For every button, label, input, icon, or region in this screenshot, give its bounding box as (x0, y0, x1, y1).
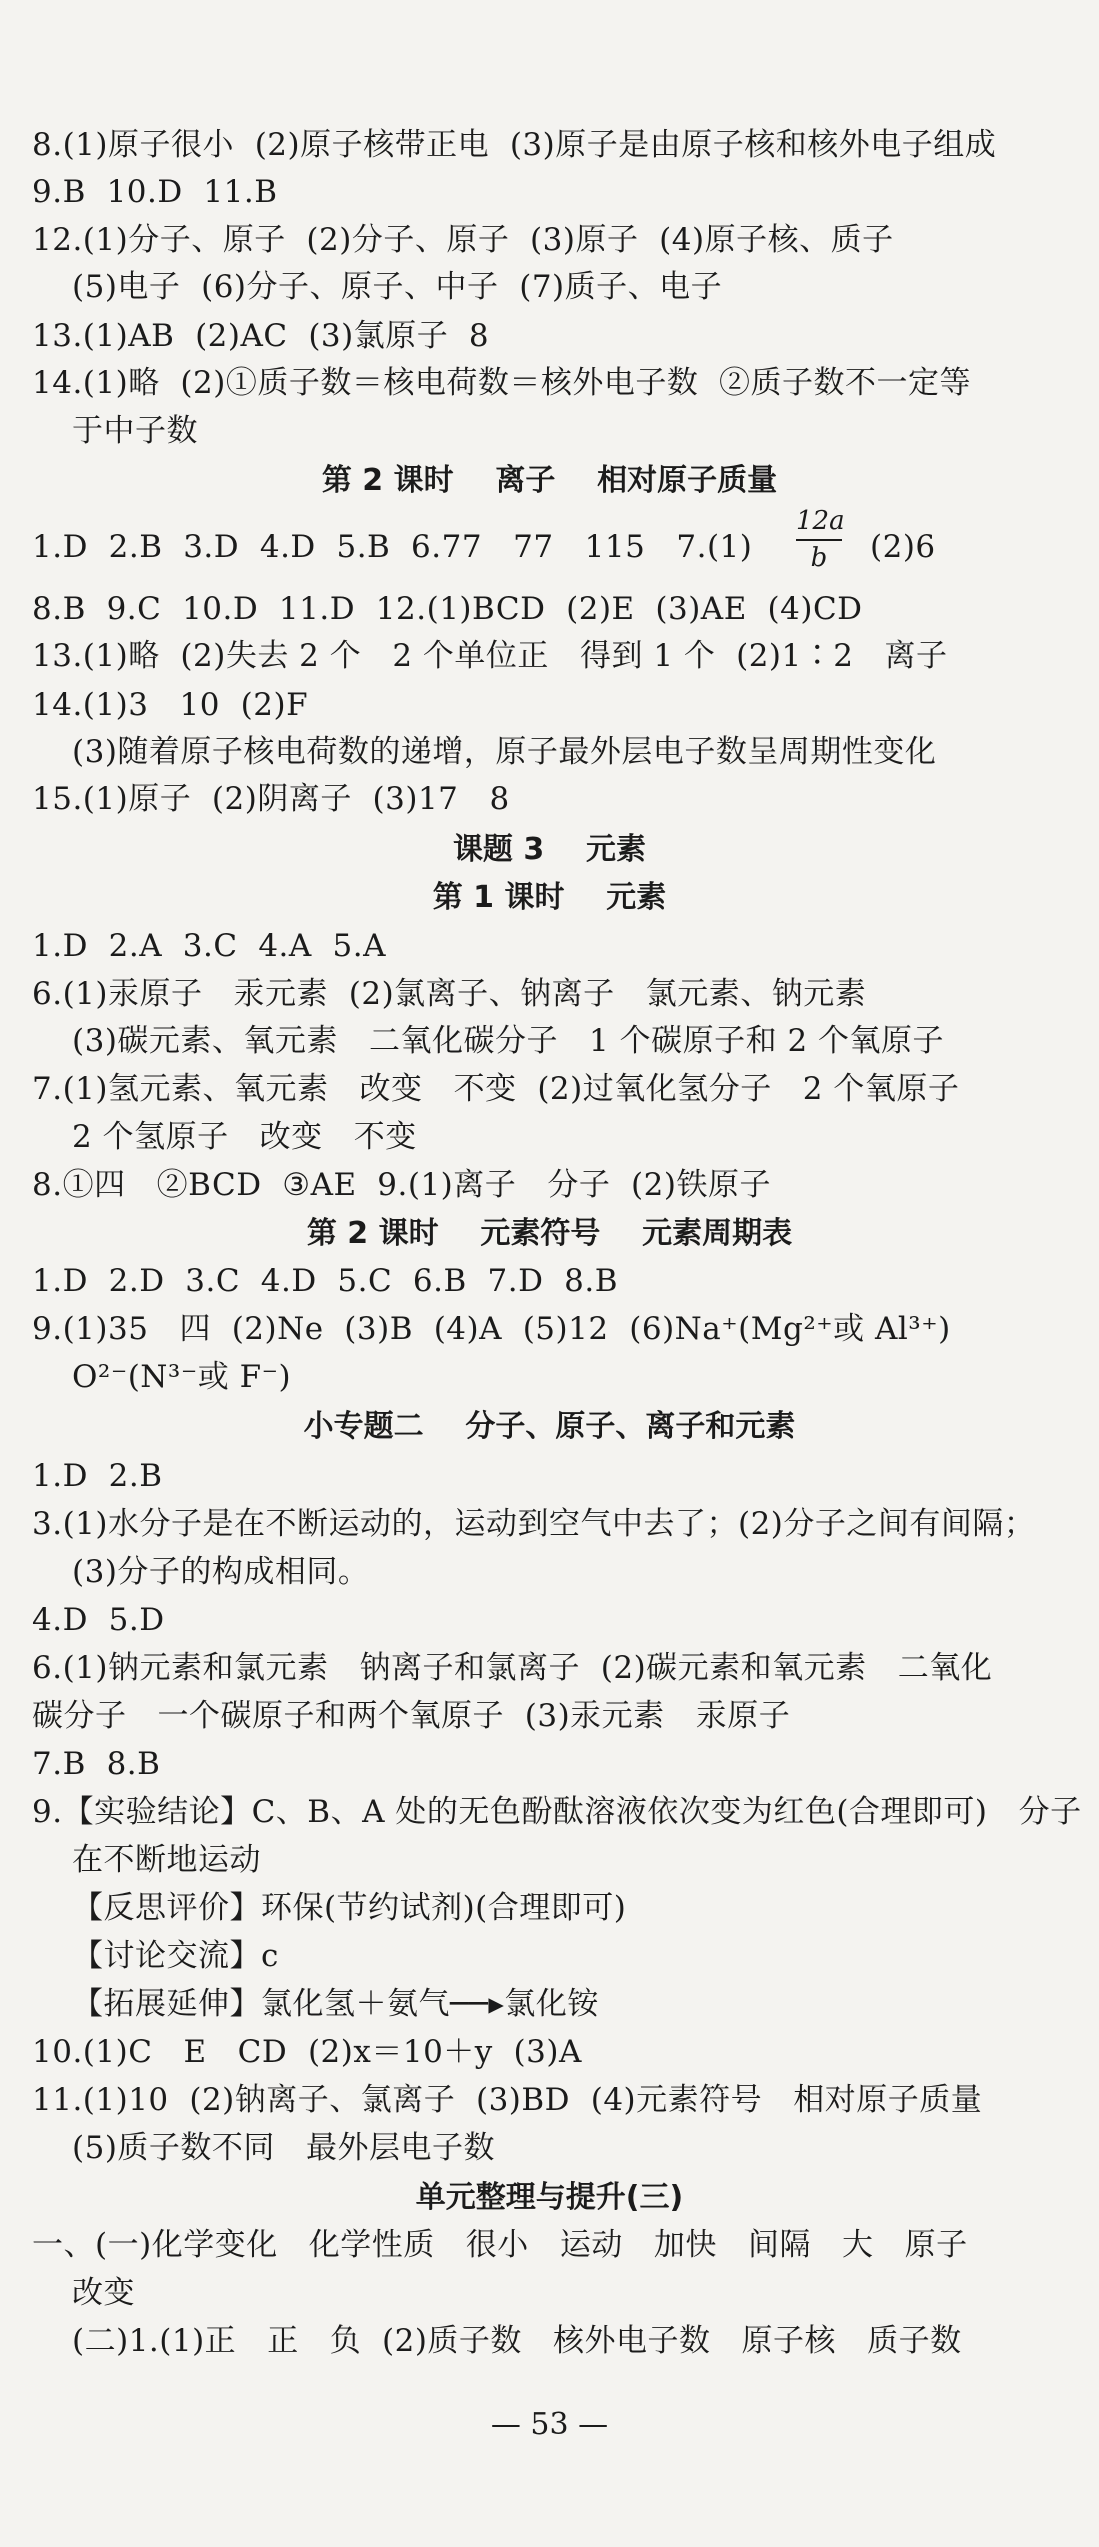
answer-line: (3)碳元素、氧元素 二氧化碳分子 1 个碳原子和 2 个氧原子 (72, 1023, 945, 1059)
answer-line: 6.(1)汞原子 汞元素 (2)氯离子、钠离子 氯元素、钠元素 (32, 976, 867, 1012)
answer-line: 14.(1)略 (2)①质子数＝核电荷数＝核外电子数 ②质子数不一定等 (32, 365, 972, 401)
answer-line: 12.(1)分子、原子 (2)分子、原子 (3)原子 (4)原子核、质子 (32, 222, 894, 258)
answer-line: 【反思评价】环保(节约试剂)(合理即可) (72, 1890, 627, 1926)
answer-line: 改变 (72, 2275, 135, 2311)
answer-line: 1.D 2.A 3.C 4.A 5.A (32, 928, 386, 964)
answer-line: 10.(1)C E CD (2)x＝10＋y (3)A (32, 2034, 582, 2070)
section-heading: 课题 3 元素 (452, 832, 647, 867)
section-heading: 第 1 课时 元素 (432, 880, 667, 915)
answer-line: 3.(1)水分子是在不断运动的，运动到空气中去了；(2)分子之间有间隔； (32, 1506, 1036, 1542)
answer-line: 【讨论交流】c (72, 1938, 279, 1974)
answer-line: 于中子数 (72, 413, 198, 449)
fraction-denominator: b (810, 543, 828, 573)
section-heading: 第 2 课时 元素符号 元素周期表 (306, 1216, 793, 1251)
answer-line: (5)电子 (6)分子、原子、中子 (7)质子、电子 (72, 269, 723, 305)
answer-line: 8.B 9.C 10.D 11.D 12.(1)BCD (2)E (3)AE (4)CD (32, 591, 863, 627)
answer-line: (2)6 (870, 529, 936, 565)
answer-line: 11.(1)10 (2)钠离子、氯离子 (3)BD (4)元素符号 相对原子质量 (32, 2082, 983, 2118)
answer-line: 1.D 2.B 3.D 4.D 5.B 6.77 77 115 7.(1) (32, 529, 753, 565)
answer-line: 9.【实验结论】C、B、A 处的无色酚酞溶液依次变为红色(合理即可) 分子 (32, 1794, 1082, 1830)
section-heading: 第 2 课时 离子 相对原子质量 (321, 463, 778, 498)
answer-line: 碳分子 一个碳原子和两个氧原子 (3)汞元素 汞原子 (32, 1698, 791, 1734)
section-heading: 单元整理与提升(三) (415, 2180, 684, 2215)
answer-line: 9.B 10.D 11.B (32, 174, 278, 210)
answer-line: 7.(1)氢元素、氧元素 改变 不变 (2)过氧化氢分子 2 个氧原子 (32, 1071, 960, 1107)
answer-line: 14.(1)3 10 (2)F (32, 687, 309, 723)
answer-line: 13.(1)AB (2)AC (3)氯原子 8 (32, 318, 490, 354)
section-heading: 小专题二 分子、原子、离子和元素 (303, 1409, 796, 1444)
fraction-numerator: 12a (796, 506, 845, 536)
answer-line: 一、(一)化学变化 化学性质 很小 运动 加快 间隔 大 原子 (32, 2227, 968, 2263)
answer-line: 在不断地运动 (72, 1842, 261, 1878)
answer-line: 13.(1)略 (2)失去 2 个 2 个单位正 得到 1 个 (2)1∶2 离子 (32, 638, 948, 674)
fraction-bar (796, 539, 842, 541)
page-number: — 53 — (490, 2407, 609, 2442)
answer-line: 1.D 2.B (32, 1458, 163, 1494)
answer-line: (5)质子数不同 最外层电子数 (72, 2130, 495, 2166)
answer-line: 2 个氢原子 改变 不变 (72, 1119, 417, 1155)
answer-line: (3)分子的构成相同。 (72, 1554, 370, 1590)
answer-line: (3)随着原子核电荷数的递增，原子最外层电子数呈周期性变化 (72, 734, 937, 770)
answer-line: 4.D 5.D (32, 1602, 165, 1638)
answer-line: 8.(1)原子很小 (2)原子核带正电 (3)原子是由原子核和核外电子组成 (32, 127, 997, 163)
answer-line: (二)1.(1)正 正 负 (2)质子数 核外电子数 原子核 质子数 (72, 2323, 962, 2359)
answer-line: 【拓展延伸】氯化氢＋氨气──▸氯化铵 (72, 1986, 599, 2022)
answer-line: 6.(1)钠元素和氯元素 钠离子和氯离子 (2)碳元素和氧元素 二氧化 (32, 1650, 993, 1686)
answer-line: 15.(1)原子 (2)阴离子 (3)17 8 (32, 781, 510, 817)
answer-line: 1.D 2.D 3.C 4.D 5.C 6.B 7.D 8.B (32, 1263, 618, 1299)
answer-line: 8.①四 ②BCD ③AE 9.(1)离子 分子 (2)铁原子 (32, 1167, 771, 1203)
answer-line: O²⁻(N³⁻或 F⁻) (72, 1359, 292, 1395)
answer-line: 7.B 8.B (32, 1746, 161, 1782)
answer-line: 9.(1)35 四 (2)Ne (3)B (4)A (5)12 (6)Na⁺(Mg²⁺或 Al³⁺) (32, 1311, 951, 1347)
